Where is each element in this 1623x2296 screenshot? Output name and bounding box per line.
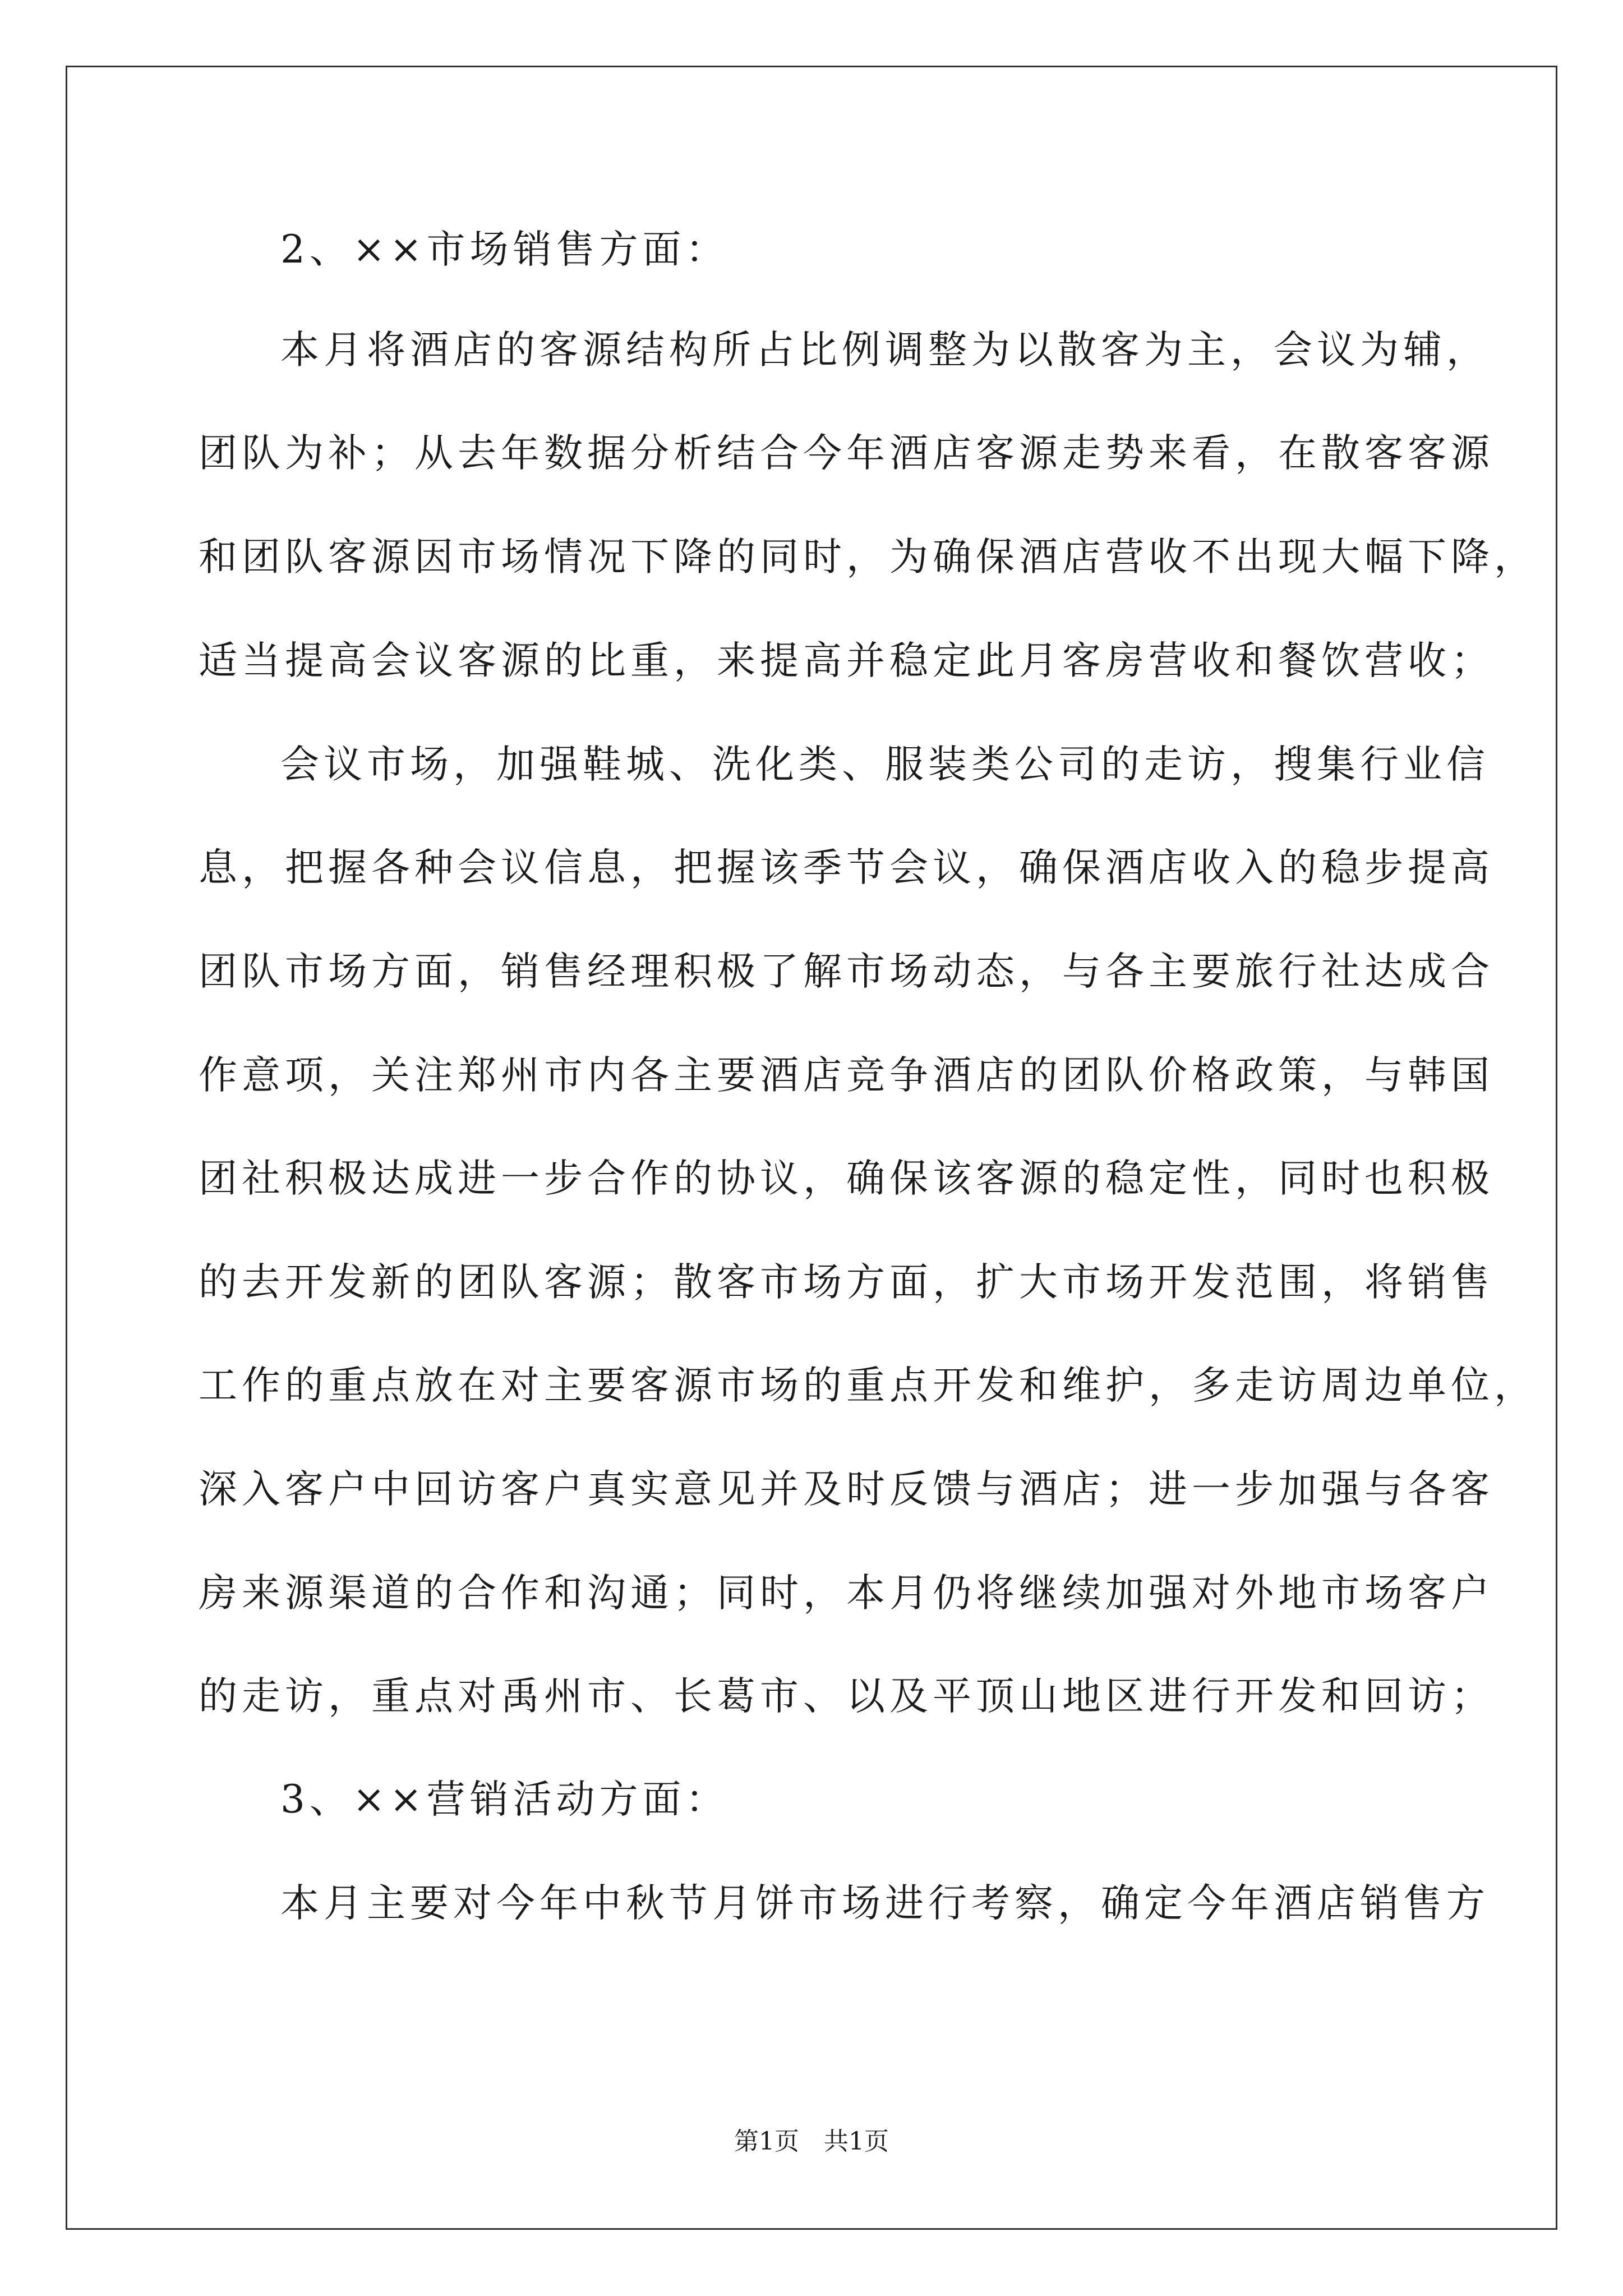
section-heading-marketing-activities: 3、××营销活动方面： (280, 1777, 729, 1822)
paragraph-line: 息，把握各种会议信息，把握该季节会议，确保酒店收入的稳步提高 (199, 845, 1494, 890)
paragraph-line: 的去开发新的团队客源；散客市场方面，扩大市场开发范围，将销售 (199, 1260, 1494, 1305)
paragraph-line: 团社积极达成进一步合作的协议，确保该客源的稳定性，同时也积极 (199, 1156, 1494, 1201)
paragraph-line: 作意项，关注郑州市内各主要酒店竞争酒店的团队价格政策，与韩国 (199, 1053, 1494, 1098)
paragraph-line: 本月将酒店的客源结构所占比例调整为以散客为主，会议为辅， (280, 328, 1490, 372)
paragraph-line: 适当提高会议客源的比重，来提高并稳定此月客房营收和餐饮营收； (199, 638, 1494, 683)
paragraph-line: 团队市场方面，销售经理积极了解市场动态，与各主要旅行社达成合 (199, 949, 1494, 994)
page-number-footer: 第1页 共1页 (734, 2127, 889, 2156)
paragraph-line: 团队为补；从去年数据分析结合今年酒店客源走势来看，在散客客源 (199, 431, 1494, 476)
paragraph-line: 深入客户中回访客户真实意见并及时反馈与酒店；进一步加强与各客 (199, 1467, 1494, 1512)
paragraph-line: 房来源渠道的合作和沟通；同时，本月仍将继续加强对外地市场客户 (199, 1571, 1494, 1616)
paragraph-line: 会议市场，加强鞋城、洗化类、服装类公司的走访，搜集行业信 (280, 742, 1490, 787)
paragraph-line: 本月主要对今年中秋节月饼市场进行考察，确定今年酒店销售方 (280, 1881, 1490, 1926)
section-heading-market-sales: 2、××市场销售方面： (280, 227, 729, 272)
paragraph-line: 的走访，重点对禹州市、长葛市、以及平顶山地区进行开发和回访； (199, 1674, 1494, 1719)
paragraph-line: 和团队客源因市场情况下降的同时，为确保酒店营收不出现大幅下降， (199, 535, 1537, 579)
paragraph-line: 工作的重点放在对主要客源市场的重点开发和维护，多走访周边单位， (199, 1363, 1537, 1408)
